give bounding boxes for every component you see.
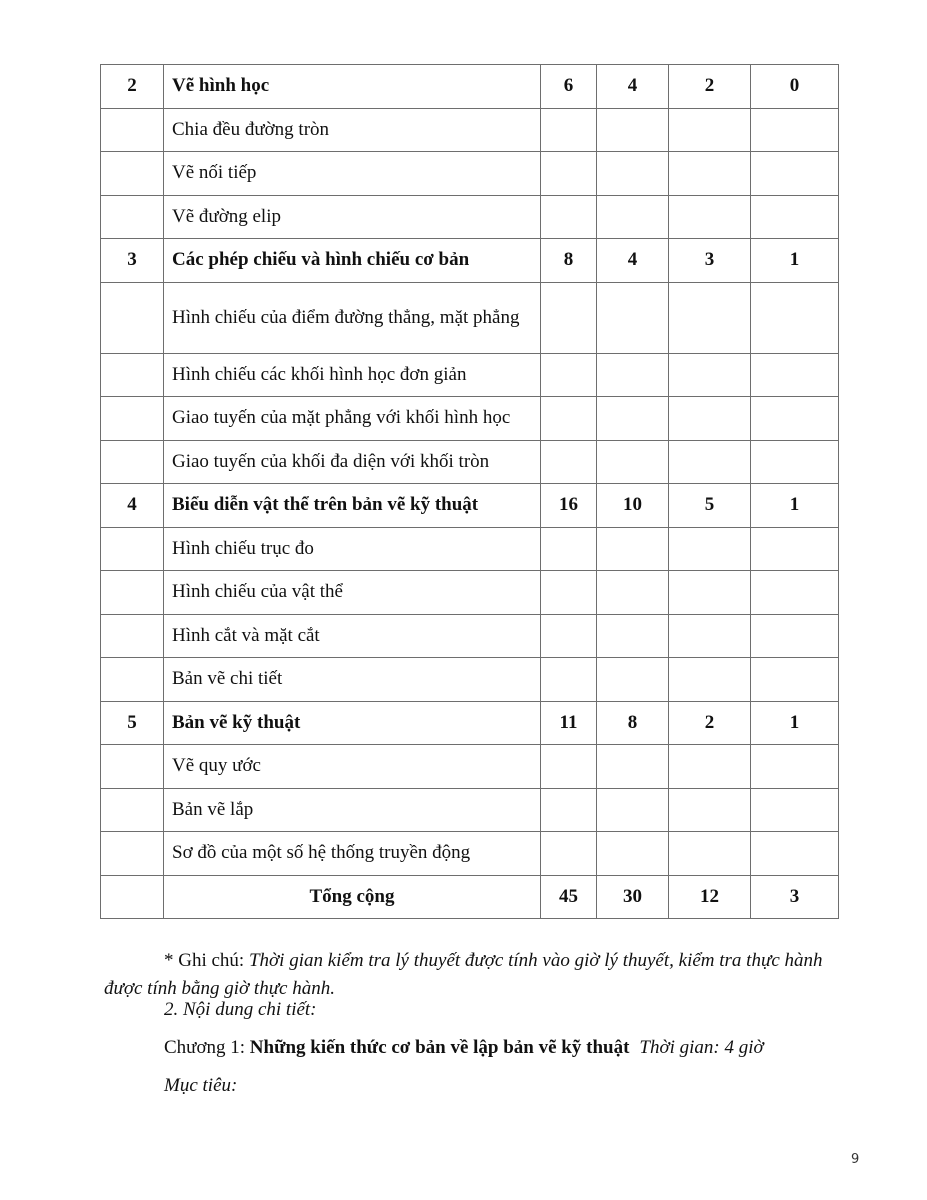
topic-row	[101, 788, 839, 832]
empty-cell	[669, 397, 751, 441]
empty-cell	[669, 440, 751, 484]
total-hours-cell: 16	[541, 484, 597, 528]
topic-row	[101, 195, 839, 239]
empty-cell	[101, 788, 164, 832]
grand-total-cell: 45	[541, 875, 597, 919]
empty-cell	[597, 832, 669, 876]
exam-hours-cell: 1	[751, 239, 839, 283]
empty-cell	[541, 832, 597, 876]
note-prefix: * Ghi chú:	[164, 950, 249, 971]
empty-cell	[751, 658, 839, 702]
empty-cell	[101, 527, 164, 571]
grand-exam-cell: 3	[751, 875, 839, 919]
empty-cell	[541, 152, 597, 196]
empty-cell	[751, 527, 839, 571]
empty-cell	[541, 571, 597, 615]
empty-cell	[541, 397, 597, 441]
chapter-title-cell: Bản vẽ kỹ thuật	[164, 701, 541, 745]
empty-cell	[597, 195, 669, 239]
chapter-number-cell: 4	[101, 484, 164, 528]
total-hours-cell: 8	[541, 239, 597, 283]
chapter-title-cell: Vẽ hình học	[164, 65, 541, 109]
topic-row	[101, 440, 839, 484]
practice-hours-cell: 2	[669, 65, 751, 109]
chapter-prefix: Chương 1:	[164, 1037, 250, 1058]
empty-cell	[669, 353, 751, 397]
topic-title-cell: Hình chiếu các khối hình học đơn giản	[164, 353, 541, 397]
empty-cell	[751, 571, 839, 615]
empty-cell	[597, 353, 669, 397]
empty-cell	[597, 397, 669, 441]
empty-cell	[541, 614, 597, 658]
topic-row	[101, 108, 839, 152]
empty-cell	[101, 571, 164, 615]
empty-cell	[101, 440, 164, 484]
empty-cell	[669, 282, 751, 353]
empty-cell	[669, 195, 751, 239]
topic-row	[101, 614, 839, 658]
topic-row	[101, 527, 839, 571]
topic-row	[101, 745, 839, 789]
chapter-number-cell: 5	[101, 701, 164, 745]
empty-cell	[541, 745, 597, 789]
chapter-duration: Thời gian: 4 giờ	[639, 1037, 764, 1058]
empty-cell	[751, 788, 839, 832]
topic-title-cell: Giao tuyến của mặt phẳng với khối hình học	[164, 397, 541, 441]
empty-cell	[597, 108, 669, 152]
grand-theory-cell: 30	[597, 875, 669, 919]
total-hours-cell: 11	[541, 701, 597, 745]
empty-cell	[669, 152, 751, 196]
total-hours-cell: 6	[541, 65, 597, 109]
empty-cell	[597, 527, 669, 571]
empty-cell	[751, 152, 839, 196]
practice-hours-cell: 3	[669, 239, 751, 283]
topic-row	[101, 152, 839, 196]
topic-row	[101, 282, 839, 353]
topic-title-cell: Hình chiếu của vật thể	[164, 571, 541, 615]
total-label-cell: Tổng cộng	[164, 875, 541, 919]
topic-title-cell: Hình chiếu trục đo	[164, 527, 541, 571]
topic-row	[101, 832, 839, 876]
topic-title-cell: Vẽ đường elip	[164, 195, 541, 239]
chapter-row	[101, 701, 839, 745]
empty-cell	[597, 282, 669, 353]
empty-cell	[751, 353, 839, 397]
empty-cell	[597, 614, 669, 658]
chapter-title-cell: Các phép chiếu và hình chiếu cơ bản	[164, 239, 541, 283]
practice-hours-cell: 2	[669, 701, 751, 745]
empty-cell	[597, 152, 669, 196]
empty-cell	[541, 658, 597, 702]
chapter-row	[101, 65, 839, 109]
empty-cell	[751, 832, 839, 876]
topic-title-cell: Vẽ quy ước	[164, 745, 541, 789]
topic-row	[101, 353, 839, 397]
exam-hours-cell: 1	[751, 701, 839, 745]
section-heading: 2. Nội dung chi tiết:	[164, 999, 317, 1020]
theory-hours-cell: 4	[597, 239, 669, 283]
topic-title-cell: Hình cắt và mặt cắt	[164, 614, 541, 658]
empty-cell	[597, 788, 669, 832]
objectives-label: Mục tiêu:	[164, 1075, 238, 1096]
topic-row	[101, 658, 839, 702]
empty-cell	[751, 195, 839, 239]
chapter-number-cell: 2	[101, 65, 164, 109]
note-paragraph	[104, 947, 864, 1003]
empty-cell	[541, 440, 597, 484]
empty-cell	[597, 440, 669, 484]
chapter-row	[101, 239, 839, 283]
topic-title-cell: Hình chiếu của điểm đường thẳng, mặt phẳng	[164, 282, 541, 353]
empty-cell	[751, 614, 839, 658]
chapter-number-cell: 3	[101, 239, 164, 283]
empty-cell	[101, 832, 164, 876]
topic-title-cell: Vẽ nối tiếp	[164, 152, 541, 196]
empty-cell	[541, 527, 597, 571]
exam-hours-cell: 1	[751, 484, 839, 528]
topic-title-cell: Bản vẽ chi tiết	[164, 658, 541, 702]
empty-cell	[669, 832, 751, 876]
empty-cell	[669, 571, 751, 615]
empty-cell	[751, 282, 839, 353]
empty-cell	[669, 788, 751, 832]
empty-cell	[669, 658, 751, 702]
topic-title-cell: Giao tuyến của khối đa diện với khối tròn	[164, 440, 541, 484]
practice-hours-cell: 5	[669, 484, 751, 528]
empty-cell	[597, 745, 669, 789]
empty-cell	[669, 527, 751, 571]
empty-cell	[101, 152, 164, 196]
theory-hours-cell: 4	[597, 65, 669, 109]
topic-title-cell: Bản vẽ lắp	[164, 788, 541, 832]
page-number: 9	[851, 1152, 860, 1167]
exam-hours-cell: 0	[751, 65, 839, 109]
total-row	[101, 875, 839, 919]
empty-cell	[541, 353, 597, 397]
empty-cell	[669, 745, 751, 789]
empty-cell	[751, 108, 839, 152]
grand-practice-cell: 12	[669, 875, 751, 919]
chapter-title-cell: Biểu diễn vật thể trên bản vẽ kỹ thuật	[164, 484, 541, 528]
theory-hours-cell: 8	[597, 701, 669, 745]
empty-cell	[669, 108, 751, 152]
topic-title-cell: Chia đều đường tròn	[164, 108, 541, 152]
empty-cell	[101, 108, 164, 152]
empty-cell	[597, 658, 669, 702]
empty-cell	[669, 614, 751, 658]
empty-cell	[541, 282, 597, 353]
empty-cell	[751, 440, 839, 484]
topic-row	[101, 571, 839, 615]
empty-cell	[101, 397, 164, 441]
theory-hours-cell: 10	[597, 484, 669, 528]
chapter-row	[101, 484, 839, 528]
topic-title-cell: Sơ đồ của một số hệ thống truyền động	[164, 832, 541, 876]
chapter-line	[164, 1034, 764, 1062]
empty-cell	[541, 195, 597, 239]
empty-cell	[101, 353, 164, 397]
empty-cell	[751, 745, 839, 789]
empty-cell	[101, 282, 164, 353]
empty-cell	[101, 614, 164, 658]
empty-cell	[101, 745, 164, 789]
empty-cell	[541, 108, 597, 152]
syllabus-table	[100, 64, 839, 919]
empty-cell	[541, 788, 597, 832]
empty-cell	[101, 875, 164, 919]
note-text: Thời gian kiểm tra lý thuyết được tính vào giờ lý thuyết, kiểm tra thực hành được tính bằng giờ thực hành.	[104, 950, 823, 999]
topic-row	[101, 397, 839, 441]
empty-cell	[101, 195, 164, 239]
empty-cell	[101, 658, 164, 702]
chapter-title: Những kiến thức cơ bản về lập bản vẽ kỹ thuật	[249, 1037, 630, 1058]
empty-cell	[597, 571, 669, 615]
empty-cell	[751, 397, 839, 441]
